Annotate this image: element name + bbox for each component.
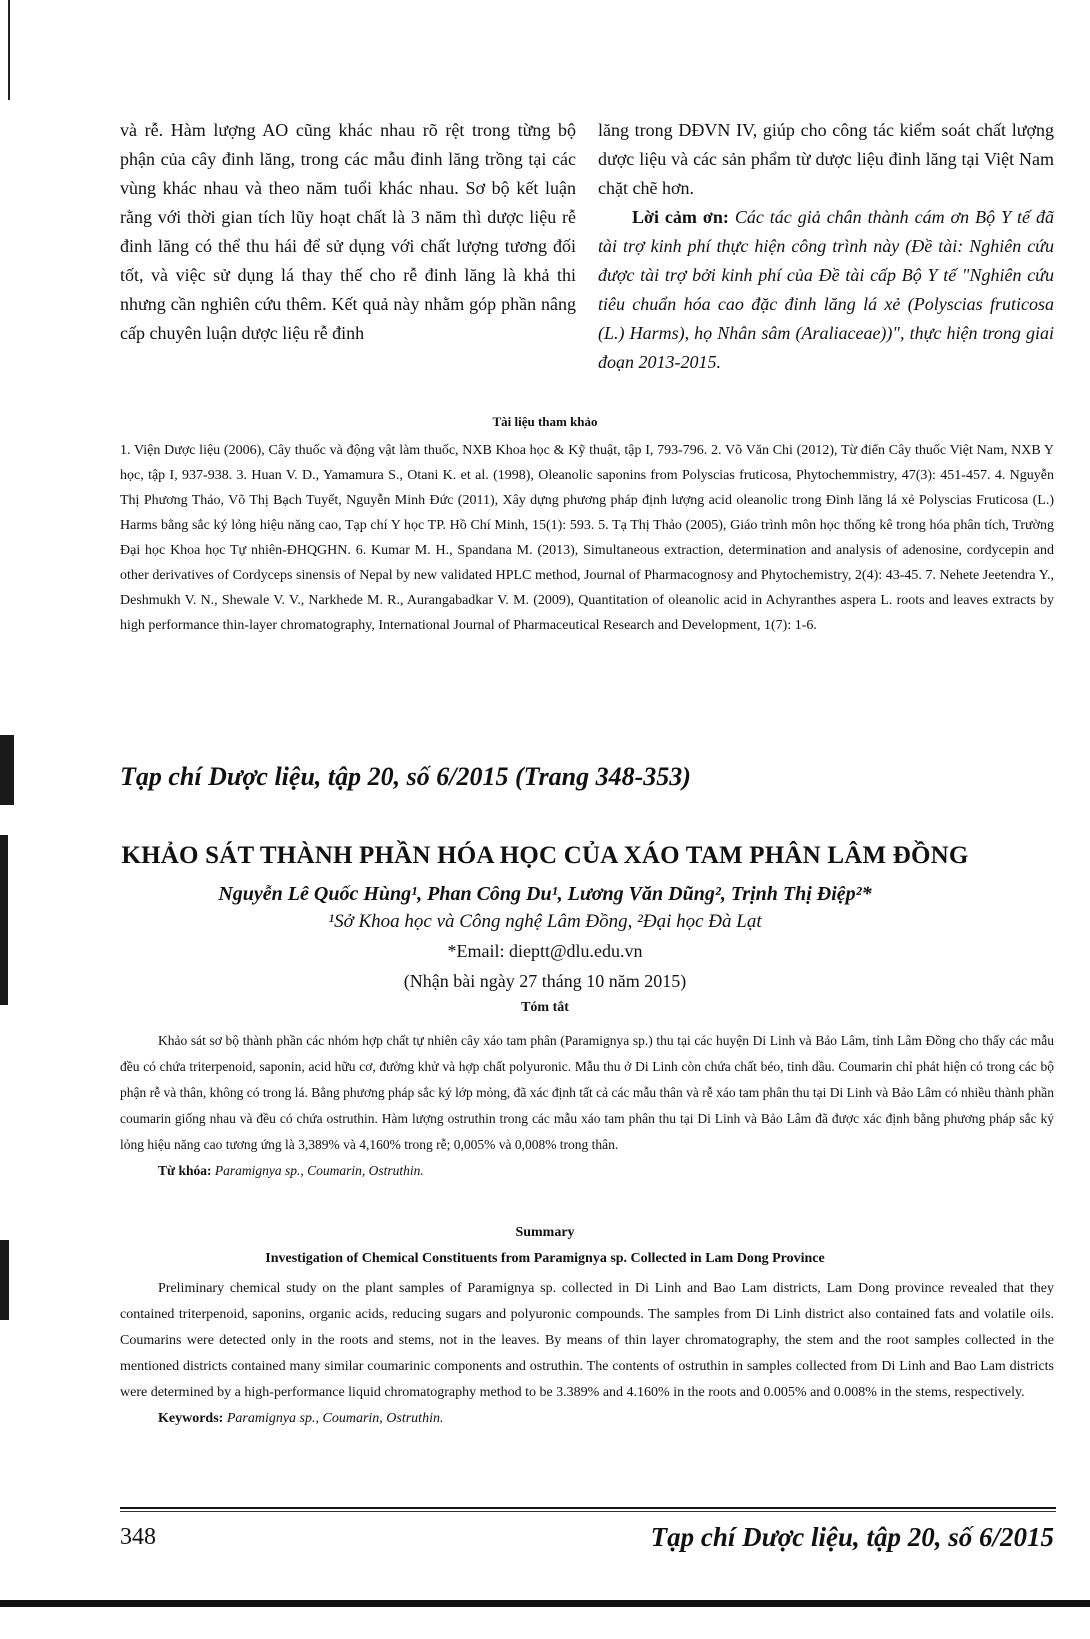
journal-reference: Tạp chí Dược liệu, tập 20, số 6/2015 (Trang 348-353) [120, 762, 691, 791]
right-column [598, 116, 1054, 377]
abstract [120, 1028, 1054, 1184]
footer-rule-thin [120, 1511, 1056, 1512]
left-column [120, 116, 576, 377]
article-affiliations: ¹Sở Khoa học và Công nghệ Lâm Đồng, ²Đại học Đà Lạt [328, 911, 762, 932]
references [120, 438, 1054, 638]
references-title: Tài liệu tham khảo [492, 414, 598, 429]
footer-journal: Tạp chí Dược liệu, tập 20, số 6/2015 [650, 1522, 1054, 1552]
article-received-date: (Nhận bài ngày 27 tháng 10 năm 2015) [403, 971, 687, 991]
summary-title: Summary [515, 1225, 575, 1240]
page-number: 348 [120, 1524, 156, 1550]
previous-article-columns [120, 116, 1054, 377]
summary [120, 1276, 1054, 1432]
article-email: *Email: dieptt@dlu.edu.vn [447, 941, 643, 961]
keywords-text: Paramignya sp., Coumarin, Ostruthin. [214, 1163, 424, 1178]
summary-keywords-label: Keywords: [158, 1411, 224, 1426]
summary-text: Preliminary chemical study on the plant samples of Paramignya sp. collected in Di Linh and Bao Lam districts, Lam Dong province revealed that they contained triterpenoid, saponins, organic acids, reducing sugars and polyuronic compounds. The samples from Di Linh district also contained fats and volatile oils. Coumarins were detected only in the roots and stems, not in the leaves. By means of thin layer chromatography, the stem and the root samples collected in the mentioned districts contained many similar coumarinic components and ostruthin. The contents of ostruthin in samples collected from Di Linh and Bao Lam districts were determined by a high-performance liquid chromatography method to be 3.389% and 4.160% in the roots and 0.005% and 0.008% in the stems, respectively. [120, 1281, 1054, 1400]
summary-english-title: Investigation of Chemical Constituents from Paramignya sp. Collected in Lam Dong Province [265, 1251, 825, 1266]
left-column-text: và rễ. Hàm lượng AO cũng khác nhau rõ rệt trong từng bộ phận của cây đinh lăng, trong các mẫu đinh lăng trồng tại các vùng khác nhau và theo năm tuổi khác nhau. Sơ bộ kết luận rằng với thời gian tích lũy hoạt chất là 3 năm thì dược liệu rễ đinh lăng có thể thu hái để sử dụng với chất lượng tương đối tốt, và việc sử dụng lá thay thế cho rễ đinh lăng là khả thi nhưng cần nghiên cứu thêm. Kết quả này nhằm góp phần nâng cấp chuyên luận dược liệu rễ đinh [120, 120, 576, 343]
scan-edge-mark [0, 735, 14, 805]
keywords-label: Từ khóa: [158, 1163, 212, 1178]
abstract-title: Tóm tắt [521, 1000, 569, 1015]
acknowledgement [598, 203, 1054, 377]
summary-keywords [120, 1406, 1054, 1432]
references-text: 1. Viện Dược liệu (2006), Cây thuốc và động vật làm thuốc, NXB Khoa học & Kỹ thuật, tập I, 793-796. 2. Võ Văn Chi (2012), Từ điển Cây thuốc Việt Nam, NXB Y học, tập I, 937-938. 3. Huan V. D., Yamamura S., Otani K. et al. (1998), Oleanolic saponins from Polyscias fruticosa, Phytochemmistry, 47(3): 451-457. 4. Nguyễn Thị Phương Thảo, Võ Thị Bạch Tuyết, Nguyễn Minh Đức (2011), Xây dựng phương pháp định lượng acid oleanolic trong Đinh lăng lá xẻ Polyscias Fruticosa (L.) Harms bằng sắc ký lỏng hiệu năng cao, Tạp chí Y học TP. Hồ Chí Minh, 15(1): 593. 5. Tạ Thị Thảo (2005), Giáo trình môn học thống kê trong hóa phân tích, Trường Đại học Khoa học Tự nhiên-ĐHQGHN. 6. Kumar M. H., Spandana M. (2013), Simultaneous extraction, determination and analysis of adenosine, cordycepin and other derivatives of Cordyceps sinensis of Nepal by new validated HPLC method, Journal of Pharmacognosy and Phytochemistry, 2(4): 43-45. 7. Nehete Jeetendra Y., Deshmukh V. N., Shewale V. V., Narkhede M. R., Aurangabadkar V. M. (2009), Quantitation of oleanolic acid in Achyranthes aspera L. roots and leaves extracts by high performance thin-layer chromatography, International Journal of Pharmaceutical Research and Development, 1(7): 1-6. [120, 443, 1054, 633]
right-column-text: lăng trong DĐVN IV, giúp cho công tác kiểm soát chất lượng dược liệu và các sản phẩm từ dược liệu đinh lăng tại Việt Nam chặt chẽ hơn. [598, 120, 1054, 198]
scan-artifact-top [8, 0, 10, 100]
acknowledgement-label: Lời cảm ơn: [632, 207, 729, 227]
article-authors: Nguyễn Lê Quốc Hùng¹, Phan Công Du¹, Lương Văn Dũng², Trịnh Thị Điệp²* [218, 883, 872, 905]
article-title: KHẢO SÁT THÀNH PHẦN HÓA HỌC CỦA XÁO TAM PHÂN LÂM ĐỒNG [121, 842, 969, 869]
abstract-keywords [120, 1158, 1054, 1184]
abstract-text: Khảo sát sơ bộ thành phần các nhóm hợp chất tự nhiên cây xáo tam phân (Paramignya sp.) thu tại các huyện Di Linh và Bảo Lâm, tỉnh Lâm Đồng cho thấy các mẫu đều có chứa triterpenoid, saponin, acid hữu cơ, đường khử và hợp chất polyuronic. Mẫu thu ở Di Linh còn chứa chất béo, tinh dầu. Coumarin chỉ phát hiện có trong các bộ phận rễ và thân, không có trong lá. Bằng phương pháp sắc ký lớp mỏng, đã xác định tất cả các mẫu thân và rễ xáo tam phân thu tại Di Linh và Bảo Lâm có nhiều thành phần coumarin giống nhau và đều có chứa ostruthin. Hàm lượng ostruthin trong các mẫu xáo tam phân thu tại Di Linh và Bảo Lâm đã được xác định bằng phương pháp sắc ký lỏng hiệu năng cao tương ứng là 3,389% và 4,160% trong rễ; 0,005% và 0,008% trong thân. [120, 1033, 1054, 1152]
footer-rule [120, 1507, 1056, 1509]
acknowledgement-text: Các tác giả chân thành cám ơn Bộ Y tế đã tài trợ kinh phí thực hiện công trình này (Đề tài: Nghiên cứu được tài trợ bởi kinh phí của Đề tài cấp Bộ Y tế "Nghiên cứu tiêu chuẩn hóa cao đặc đinh lăng lá xẻ (Polyscias fruticosa (L.) Harms), họ Nhân sâm (Araliaceae))", thực hiện trong giai đoạn 2013-2015. [598, 207, 1054, 372]
summary-keywords-text: Paramignya sp., Coumarin, Ostruthin. [226, 1411, 444, 1426]
scan-bottom-band [0, 1600, 1090, 1607]
